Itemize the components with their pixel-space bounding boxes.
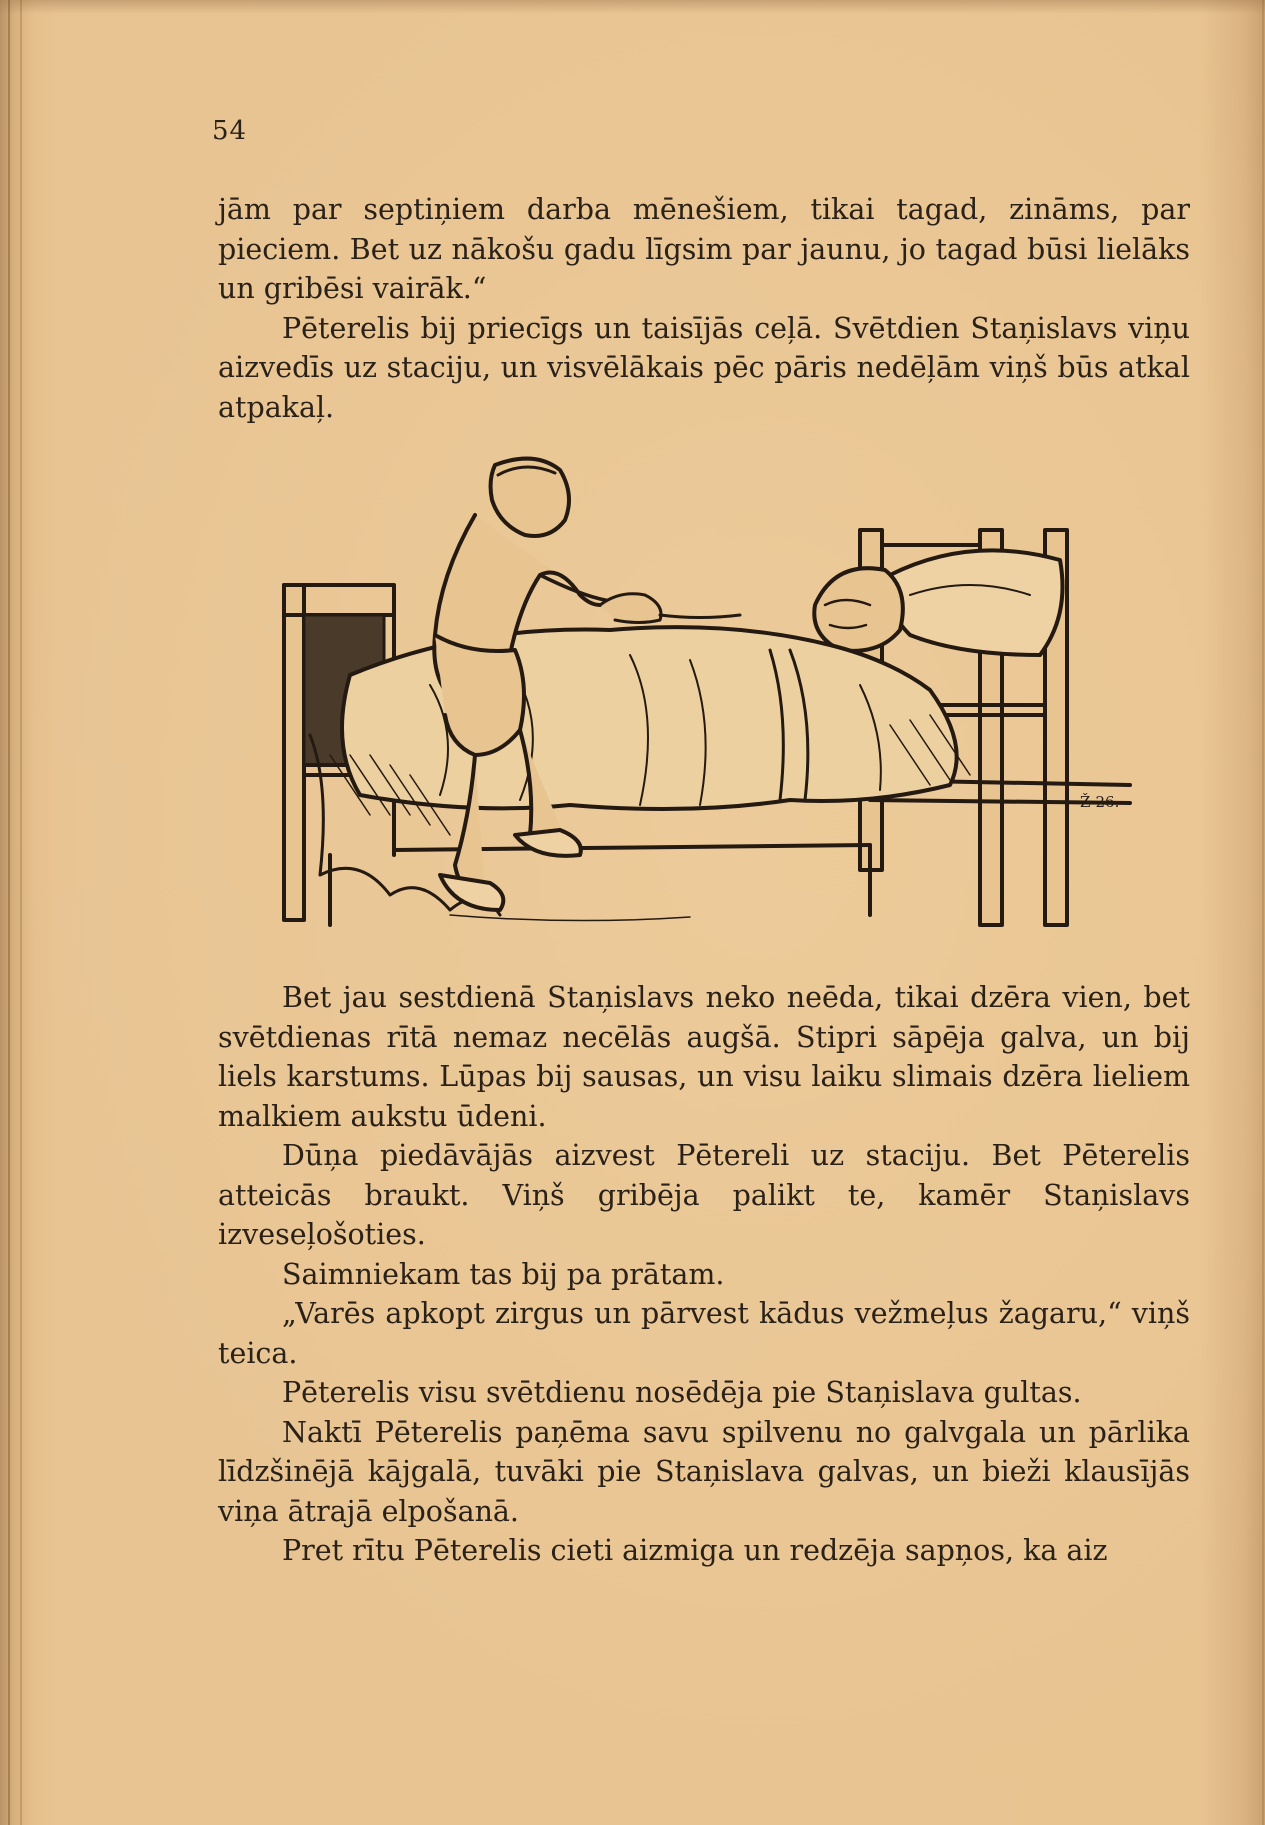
page-right-edge	[1262, 0, 1264, 1825]
paragraph: jām par septiņiem darba mēnešiem, tikai tagad, zināms, par pieciem. Bet uz nākošu gadu līgsim par jaunu, jo tagad būsi lielāks un gribēsi vairāk.“	[218, 193, 1190, 305]
paragraph: Saimniekam tas bij pa prātam.	[282, 1257, 725, 1291]
spine-edge-line	[20, 0, 22, 1825]
page-top-edge	[0, 0, 1265, 14]
spine-edge-line	[8, 0, 10, 1825]
paragraph: Pēterelis bij priecīgs un taisījās ceļā. Svētdien Staņislavs viņu aizvedīs uz staciju, un visvēlākais pēc pāris nedēļām viņš būs atkal atpakaļ.	[218, 311, 1190, 424]
paragraph: Pret rītu Pēterelis cieti aizmiga un redzēja sapņos, ka aiz	[282, 1534, 1108, 1567]
page-number: 54	[212, 116, 248, 146]
illustration-boy-at-bedside	[270, 455, 1150, 935]
paragraph: „Varēs apkopt zirgus un pārvest kādus vežmeļus žagaru,“ viņš teica.	[218, 1297, 1190, 1370]
paragraph: Dūņa piedāvājās aizvest Pētereli uz staciju. Bet Pēterelis atteicās braukt. Viņš gribēja palikt te, kamēr Staņislavs izveseļošoties.	[218, 1139, 1190, 1251]
paragraph: Naktī Pēterelis paņēma savu spilvenu no galvgala un pārlika līdzšinējā kājgalā, tuvāki pie Staņislava galvas, un bieži klausījās viņa ātrajā elpošanā.	[218, 1415, 1190, 1528]
illustration-signature: Ž-26.	[1080, 793, 1120, 811]
paragraph: Pēterelis visu svētdienu nosēdēja pie Staņislava gultas.	[282, 1376, 1082, 1409]
paragraph: Bet jau sestdienā Staņislavs neko neēda, tikai dzēra vien, bet svētdienas rītā nemaz necēlās augšā. Stipri sāpēja galva, un bij liels karstums. Lūpas bij sausas, un visu laiku slimais dzēra lieliem malkiem aukstu ūdeni.	[218, 981, 1190, 1133]
text-block-bottom	[218, 978, 1190, 1571]
bed-scene-drawing	[270, 455, 1150, 935]
text-block-top	[218, 190, 1190, 427]
